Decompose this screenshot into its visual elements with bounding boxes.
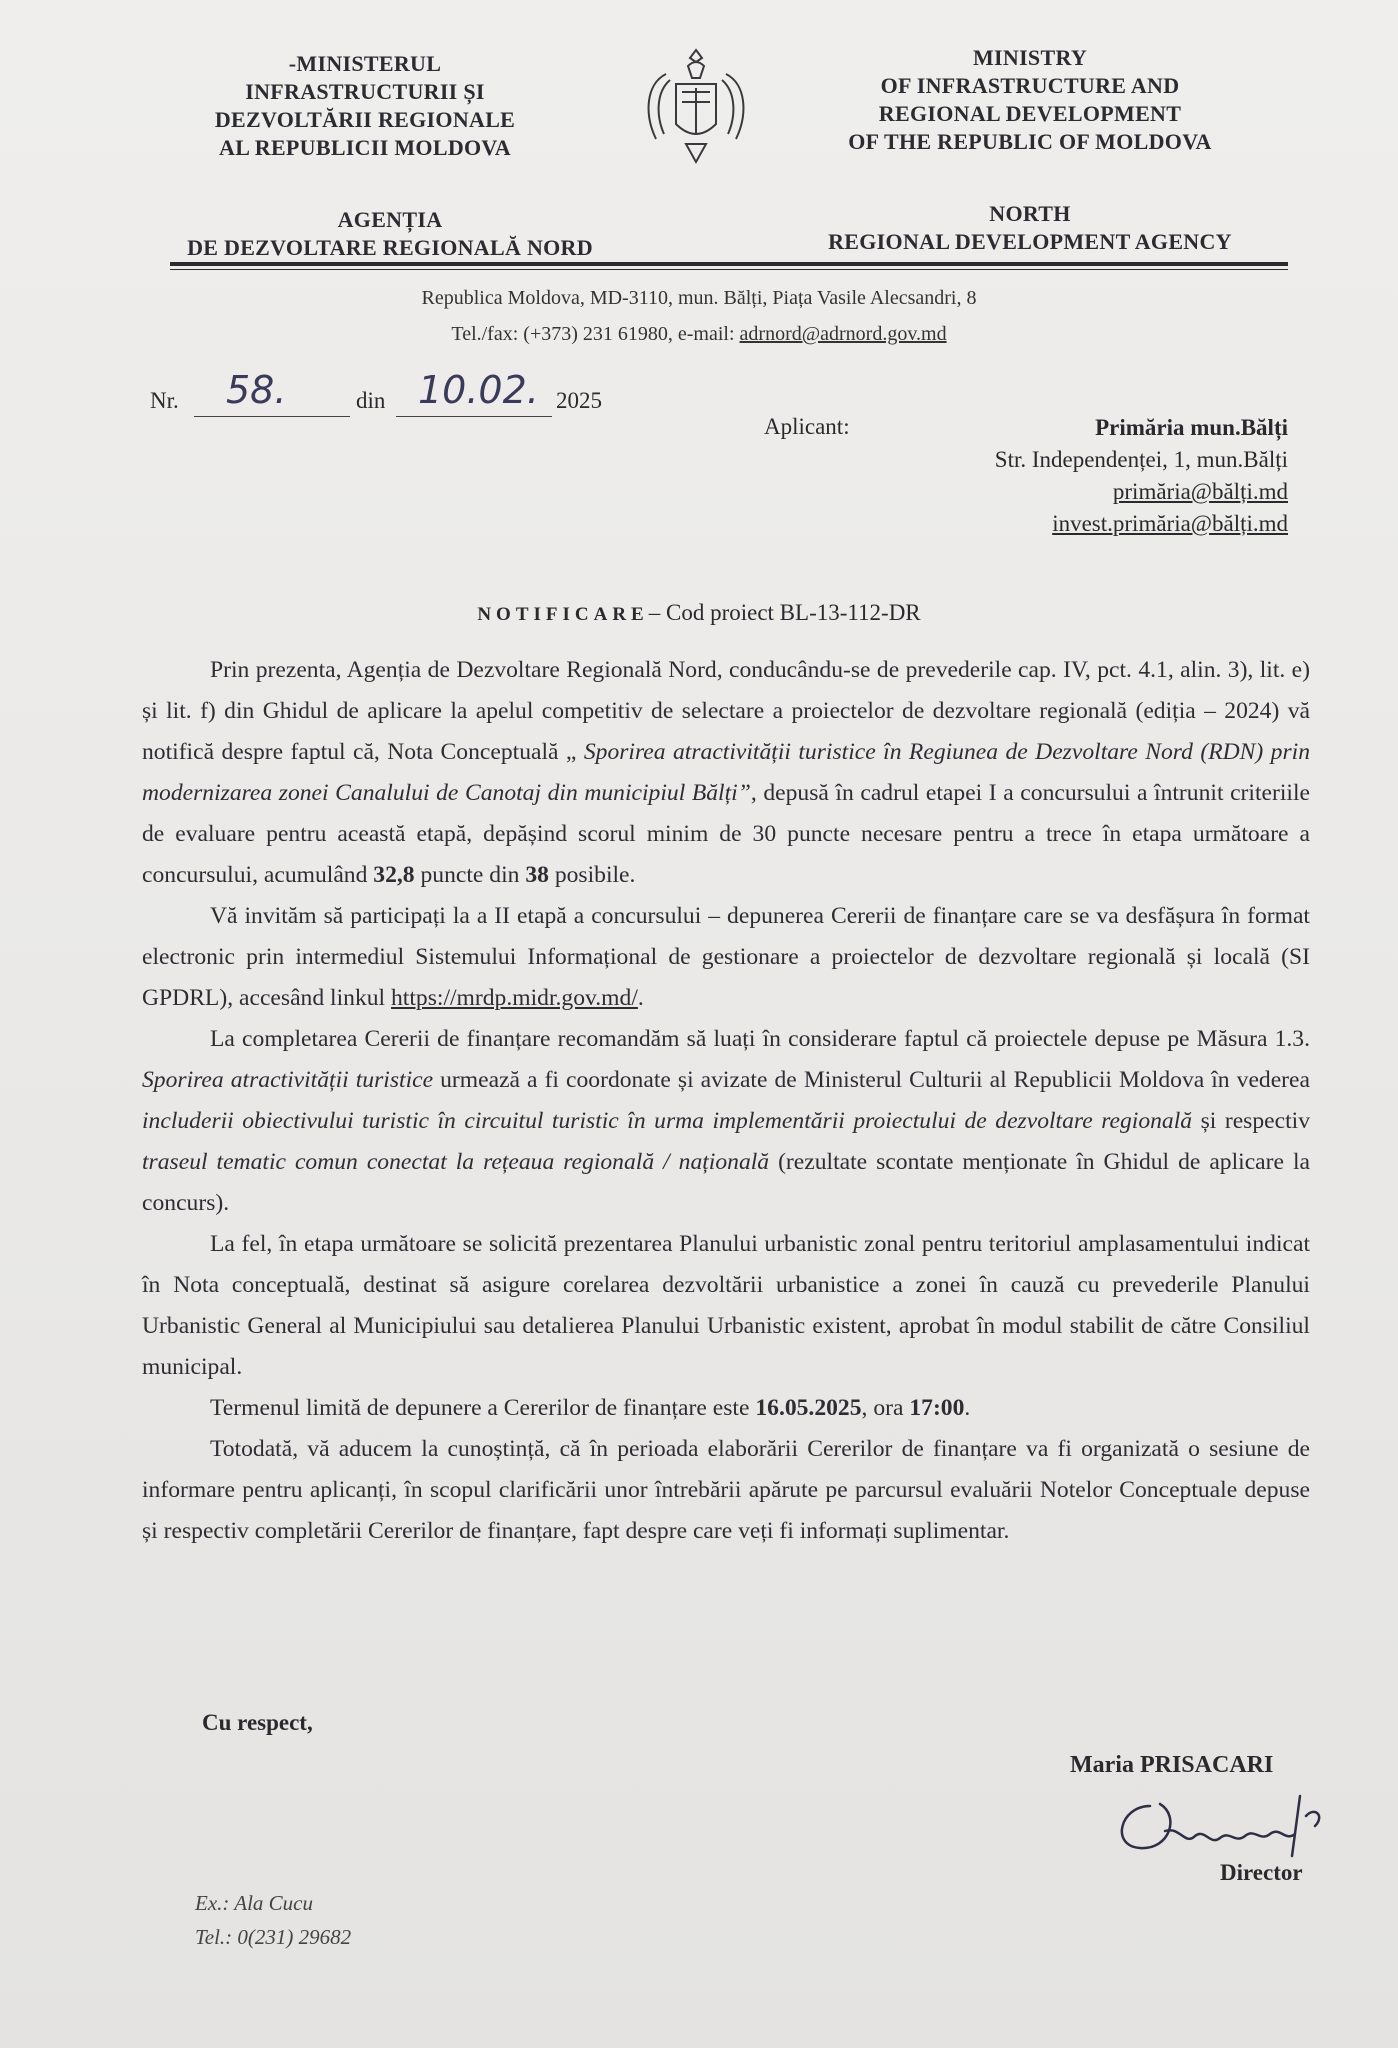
- text: La completarea Cererii de finanțare recomandăm să luați în considerare faptul că proiectele depuse pe Măsura 1.3.: [210, 1026, 1310, 1052]
- agency-ro-line: DE DEZVOLTARE REGIONALĂ NORD: [187, 235, 593, 260]
- paragraph: [142, 896, 1310, 1019]
- ministry-en-line: OF INFRASTRUCTURE AND: [880, 73, 1180, 98]
- text: (rezultate scontate menționate în Ghidul de aplicare la concurs).: [142, 1149, 1310, 1216]
- executor-info: [195, 1886, 351, 1954]
- paragraph: Totodată, vă aducem la cunoștință, că în perioada elaborării Cererilor de finanțare va fi organizată o sesiune de informare pentru aplicanți, în scopul clarificării unor întrebării apărute pe parcursul evaluării Notelor Conceptuale depuse și respectiv completării Cererilor de finanțare, fapt despre care veți fi informați suplimentar.: [142, 1436, 1310, 1544]
- sigpdrl-link[interactable]: https://mrdp.midr.gov.md/: [391, 985, 638, 1011]
- concept-note-title: Sporirea atractivității turistice în Regiunea de Dezvoltare Nord (RDN) prin modernizarea zonei Canalului de Canotaj din municipiul Bălți”: [142, 739, 1311, 806]
- agency-en-line: NORTH: [989, 201, 1071, 226]
- agency-contact: [0, 323, 1398, 346]
- paragraph: La fel, în etapa următoare se solicită prezentarea Planului urbanistic zonal pentru teritoriul amplasamentului indicat în Nota conceptuală, destinat să asigure corelarea dezvoltării urbanistice a zonei în cauză cu prevederile Planului Urbanistic General al Municipiului sau detalierea Planului Urbanistic existent, aprobat în modul stabilit de către Consiliul municipal.: [142, 1231, 1310, 1380]
- text: posibile.: [548, 862, 636, 888]
- signatory-name: Maria PRISACARI: [1070, 1752, 1274, 1778]
- text: , ora: [861, 1395, 910, 1421]
- ministry-name-ro: [150, 50, 580, 162]
- date-label: din: [356, 388, 386, 413]
- text: Termenul limită de depunere a Cererilor de finanțare este: [210, 1395, 756, 1421]
- applicant-email-link[interactable]: primăria@bălți.md: [1112, 479, 1288, 504]
- header-divider-thick: [170, 262, 1288, 266]
- applicant-label: Aplicant:: [764, 414, 850, 439]
- ministry-ro-line: AL REPUBLICII MOLDOVA: [219, 135, 511, 160]
- agency-address: Republica Moldova, MD-3110, mun. Bălți, Piața Vasile Alecsandri, 8: [421, 287, 977, 309]
- paragraph: [142, 1388, 1310, 1429]
- applicant-address: Str. Independenței, 1, mun.Bălți: [994, 447, 1288, 472]
- text: Vă invităm să participați la a II etapă a concursului – depunerea Cererii de finanțare care se va desfășura în format electronic prin intermediul Sistemului Informațional de gestionare a proiectelor de dezvoltare regională și locală (SI GPDRL), accesând linkul: [142, 903, 1310, 1011]
- ministry-ro-line: DEZVOLTĂRII REGIONALE: [214, 107, 516, 132]
- text: .: [964, 1395, 971, 1421]
- ministry-name-en: [800, 44, 1260, 156]
- agency-name-en: [800, 200, 1260, 256]
- deadline-date: 16.05.2025: [755, 1395, 862, 1421]
- text: , depusă în cadrul etapei I a concursului a întrunit criteriile de evaluare pentru această etapă, depășind scorul minim de 30 puncte necesare pentru a trece în etapa următoare a concursului, acumulând: [142, 780, 1310, 888]
- ministry-ro-line: -MINISTERUL: [288, 51, 442, 76]
- document-body: [142, 650, 1310, 1552]
- header-divider-thin: [170, 269, 1288, 270]
- ministry-en-line: MINISTRY: [972, 45, 1088, 70]
- executor-phone: Tel.: 0(231) 29682: [195, 1925, 352, 1949]
- date-underline: [396, 416, 552, 417]
- document-title: [0, 600, 1398, 626]
- agency-name-ro: [150, 206, 630, 262]
- paragraph: [142, 1019, 1310, 1224]
- ministry-en-line: OF THE REPUBLIC OF MOLDOVA: [848, 129, 1212, 154]
- title-notificare: NOTIFICARE: [477, 604, 649, 625]
- text: puncte din: [414, 862, 526, 888]
- nr-handwritten-value: 58.: [226, 368, 287, 412]
- ministry-en-line: REGIONAL DEVELOPMENT: [878, 101, 1182, 126]
- text: urmează a fi coordonate și avizate de Ministerul Culturii al Republicii Moldova în vederea: [433, 1067, 1310, 1093]
- nr-label: Nr.: [150, 388, 179, 413]
- signatory-title: Director: [1220, 1860, 1303, 1885]
- text: Prin prezenta, Agenția de Dezvoltare Regională Nord, conducându-se de prevederile cap. IV, pct. 4.1, alin. 3), lit. e) și lit. f) din Ghidul de aplicare la apelul competitiv de selectare a proiectelor de dezvoltare regională (ediția – 2024) vă notifică despre faptul că, Nota Conceptuală „: [142, 657, 1310, 765]
- applicant-block: [995, 412, 1288, 540]
- project-code: – Cod proiect BL-13-112-DR: [648, 600, 921, 625]
- italic-text: traseul tematic comun conectat la rețeaua regională / națională: [142, 1149, 770, 1175]
- date-handwritten-value: 10.02.: [418, 368, 539, 412]
- executor-name: Ex.: Ala Cucu: [195, 1891, 314, 1915]
- deadline-time: 17:00: [909, 1395, 965, 1421]
- coat-of-arms-icon: [636, 44, 756, 172]
- nr-underline: [194, 416, 350, 417]
- ministry-ro-line: INFRASTRUCTURII ȘI: [245, 79, 485, 104]
- contact-phone: Tel./fax: (+373) 231 61980, e-mail:: [451, 323, 740, 345]
- italic-text: includerii obiectivului turistic în circuitul turistic în urma implementării proiectului de dezvoltare regională: [142, 1108, 1193, 1134]
- italic-text: Sporirea atractivității turistice: [142, 1067, 434, 1093]
- agency-ro-line: AGENȚIA: [337, 207, 443, 232]
- paragraph: [142, 650, 1310, 896]
- text: și respectiv: [1192, 1108, 1310, 1134]
- text: .: [637, 985, 644, 1011]
- contact-email-link[interactable]: adrnord@adrnord.gov.md: [739, 323, 947, 345]
- closing-salutation: Cu respect,: [202, 1710, 313, 1735]
- date-year: 2025: [556, 388, 602, 413]
- max-score-value: 38: [525, 862, 549, 888]
- agency-en-line: REGIONAL DEVELOPMENT AGENCY: [828, 229, 1232, 254]
- score-value: 32,8: [373, 862, 415, 888]
- applicant-name: Primăria mun.Bălți: [1095, 415, 1288, 440]
- applicant-email-link[interactable]: invest.primăria@bălți.md: [1052, 511, 1288, 536]
